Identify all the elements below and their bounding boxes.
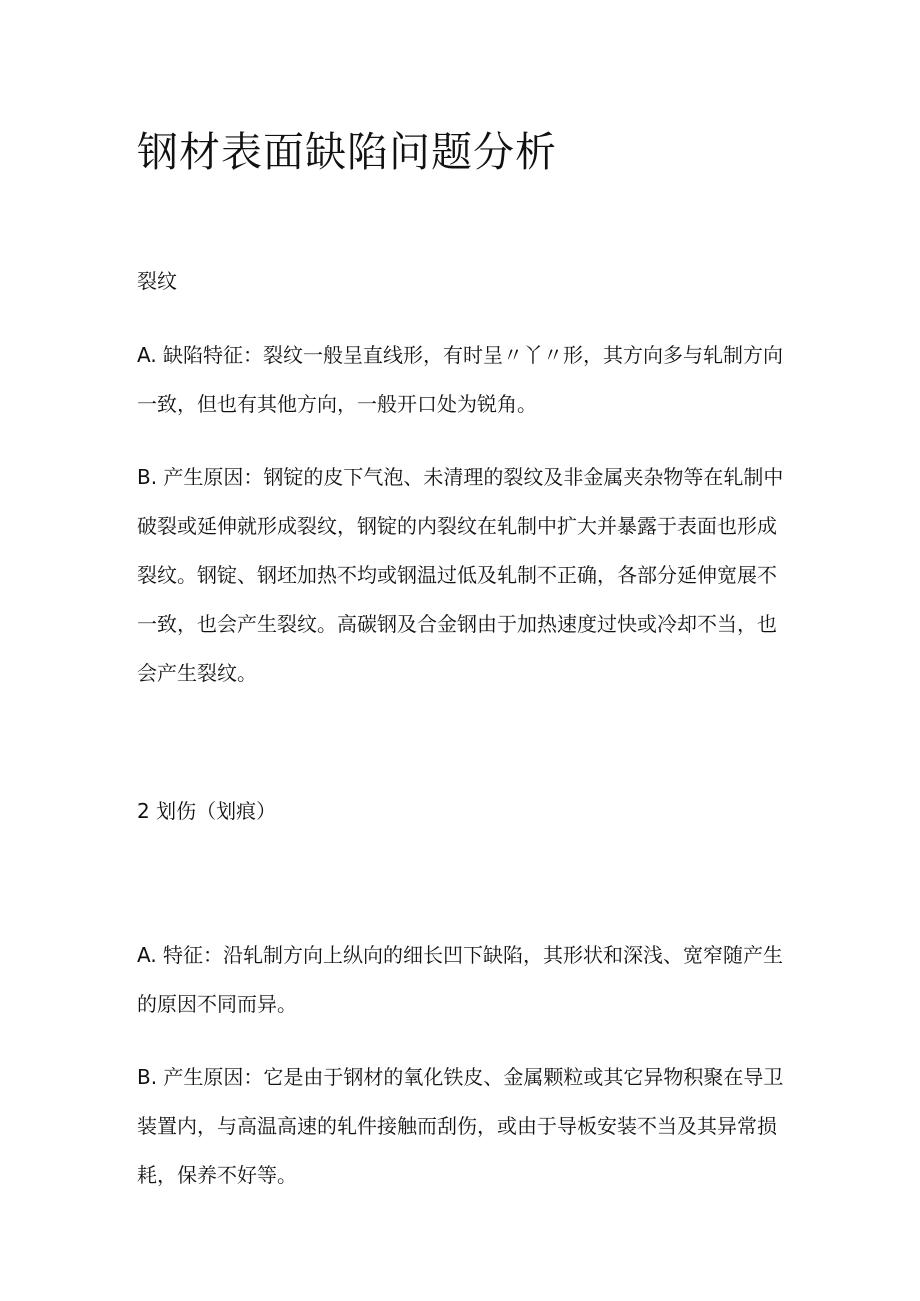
text-line: 破裂或延伸就形成裂纹，钢锭的内裂纹在轧制中扩大并暴露于表面也形成 <box>137 514 777 538</box>
paragraph-scratch-features <box>137 931 787 1029</box>
paragraph-crack-features <box>137 331 787 429</box>
text-line: 装置内，与高温高速的轧件接触而刮伤，或由于导板安装不当及其异常损 <box>137 1114 777 1138</box>
document-title: 钢材表面缺陷问题分析 <box>137 128 557 176</box>
section-heading-crack: 裂纹 <box>137 269 177 293</box>
paragraph-scratch-causes <box>137 1053 787 1200</box>
text-line: 的原因不同而异。 <box>137 992 297 1016</box>
text-line: B. 产生原因：它是由于钢材的氧化铁皮、金属颗粒或其它异物积聚在导卫 <box>137 1065 784 1089</box>
text-line: 一致，也会产生裂纹。高碳钢及合金钢由于加热速度过快或冷却不当，也 <box>137 612 777 636</box>
paragraph-crack-causes <box>137 453 787 698</box>
text-line: A. 缺陷特征：裂纹一般呈直线形，有时呈〃丫〃形，其方向多与轧制方向 <box>137 343 784 367</box>
text-line: 会产生裂纹。 <box>137 661 257 685</box>
section-heading-scratch: 2 划伤（划痕） <box>137 799 277 823</box>
text-line: 一致，但也有其他方向，一般开口处为锐角。 <box>137 392 537 416</box>
text-line: 裂纹。钢锭、钢坯加热不均或钢温过低及轧制不正确，各部分延伸宽展不 <box>137 563 777 587</box>
text-line: B. 产生原因：钢锭的皮下气泡、未清理的裂纹及非金属夹杂物等在轧制中 <box>137 465 784 489</box>
text-line: 耗，保养不好等。 <box>137 1163 297 1187</box>
text-line: A. 特征：沿轧制方向上纵向的细长凹下缺陷，其形状和深浅、宽窄随产生 <box>137 943 784 967</box>
